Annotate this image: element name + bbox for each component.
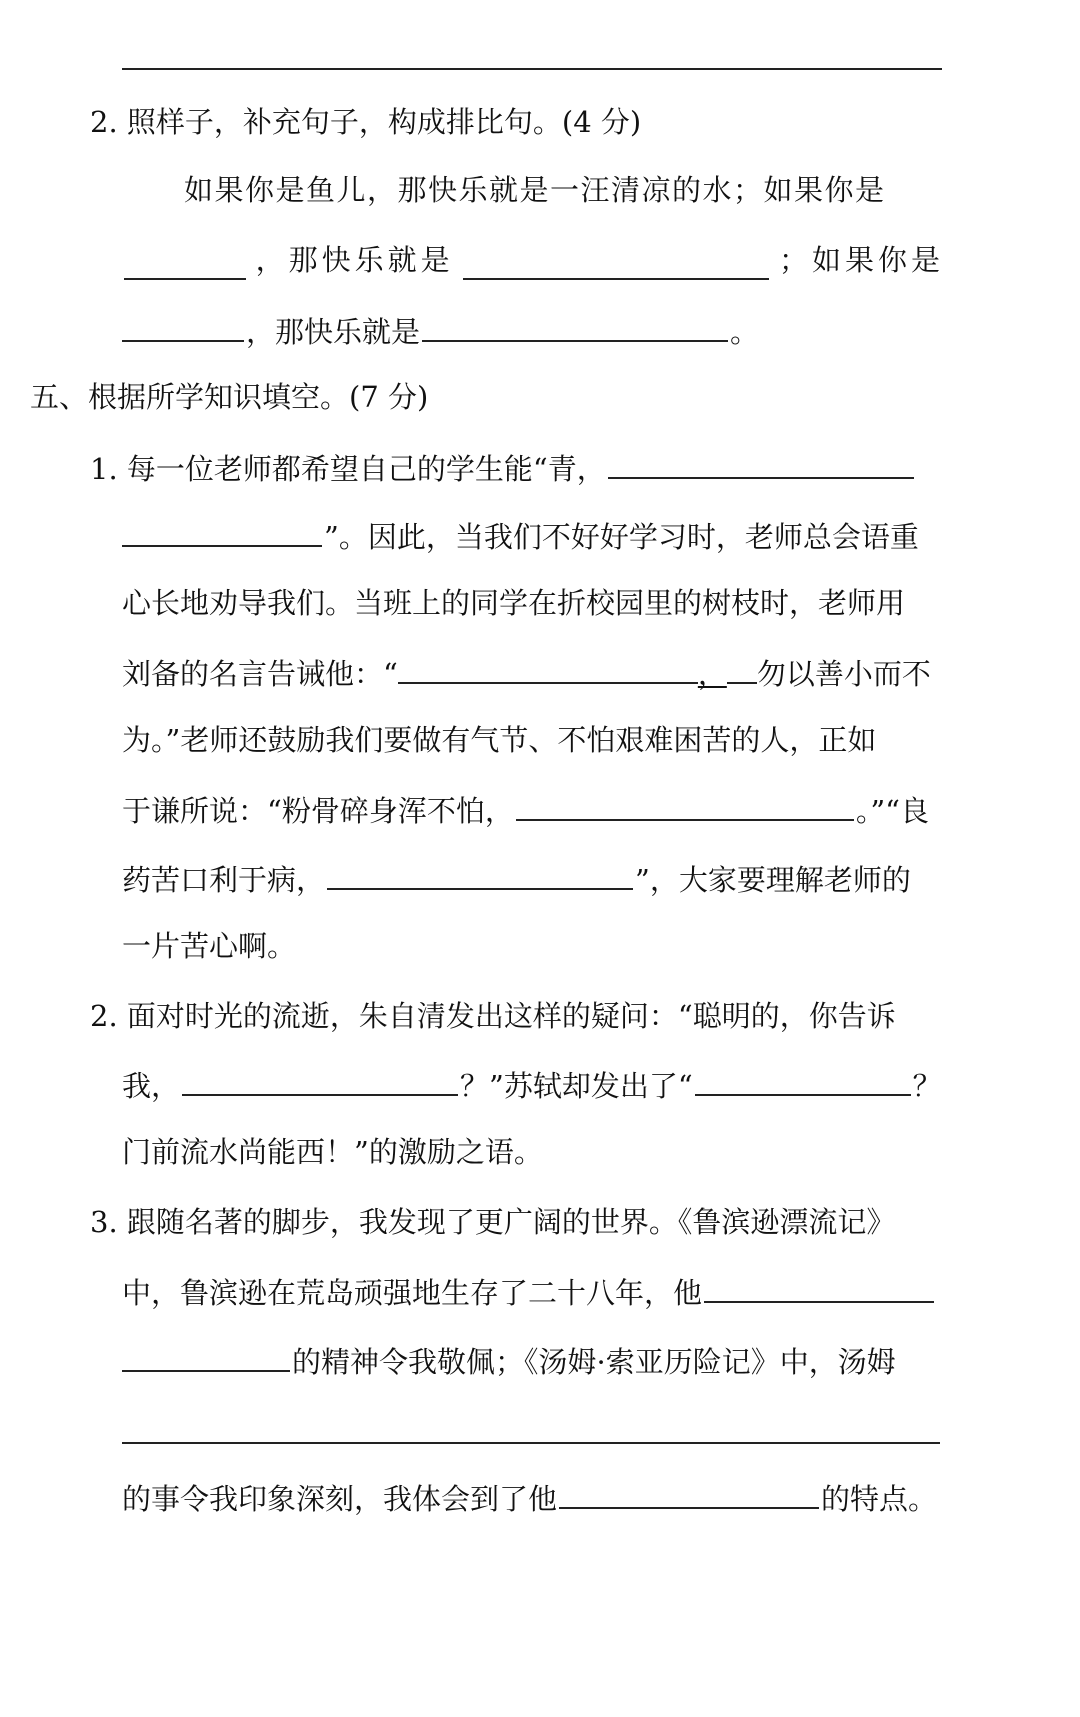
parallel-row-3: ，那快乐就是 。 bbox=[122, 310, 944, 350]
question-text: 照样子，补充句子，构成排比句。(4 分) bbox=[126, 105, 642, 139]
answer-line[interactable] bbox=[122, 1442, 940, 1444]
q1-line-6: 于谦所说：“粉骨碎身浑不怕， 。”“良 bbox=[122, 789, 944, 829]
answer-blank[interactable] bbox=[704, 1271, 934, 1303]
question-number: 2. bbox=[90, 105, 118, 139]
section-heading: 五、根据所学知识填空。(7 分) bbox=[30, 380, 429, 414]
answer-blank[interactable] bbox=[122, 310, 244, 342]
q1-line-1: 1. 每一位老师都希望自己的学生能“青， bbox=[90, 447, 944, 487]
answer-blank[interactable] bbox=[122, 1340, 290, 1372]
answer-blank[interactable] bbox=[695, 1064, 911, 1096]
q3-line-2: 中，鲁滨逊在荒岛顽强地生存了二十八年，他 bbox=[122, 1271, 944, 1311]
answer-blank[interactable] bbox=[327, 858, 633, 890]
q1-line-7: 药苦口利于病， ”，大家要理解老师的 bbox=[122, 858, 944, 898]
q1-line-5: 为。”老师还鼓励我们要做有气节、不怕艰难困苦的人，正如 bbox=[122, 723, 877, 757]
q1-line-4: 刘备的名言告诫他：“ ， 勿以善小而不 bbox=[122, 652, 944, 692]
answer-blank[interactable] bbox=[398, 652, 698, 684]
answer-blank[interactable] bbox=[608, 447, 914, 479]
answer-line[interactable] bbox=[122, 68, 942, 70]
q3-line-5: 的事令我印象深刻，我体会到了他 的特点。 bbox=[122, 1477, 944, 1517]
question-2-prompt bbox=[90, 102, 990, 142]
q3-line-1: 3. 跟随名著的脚步，我发现了更广阔的世界。《鲁滨逊漂流记》 bbox=[90, 1205, 896, 1239]
parallel-row-2: ，那快乐就是 ；如果你是 bbox=[122, 240, 944, 280]
answer-blank[interactable] bbox=[559, 1477, 819, 1509]
q2-line-2: 我， ？”苏轼却发出了“ ？ bbox=[122, 1064, 944, 1104]
q3-line-3: 的精神令我敬佩；《汤姆·索亚历险记》中，汤姆 bbox=[122, 1340, 944, 1380]
answer-blank[interactable] bbox=[124, 248, 246, 280]
answer-blank[interactable] bbox=[422, 310, 728, 342]
q2-line-3: 门前流水尚能西！”的激励之语。 bbox=[122, 1135, 543, 1169]
answer-blank[interactable] bbox=[516, 789, 854, 821]
answer-blank[interactable] bbox=[182, 1064, 458, 1096]
example-sentence: 如果你是鱼儿，那快乐就是一汪清凉的水；如果你是 bbox=[184, 173, 886, 207]
q1-line-3: 心长地劝导我们。当班上的同学在折校园里的树枝时，老师用 bbox=[122, 586, 906, 620]
q2-line-1: 2. 面对时光的流逝，朱自清发出这样的疑问：“聪明的，你告诉 bbox=[90, 999, 896, 1033]
q1-line-2: ”。因此，当我们不好好学习时，老师总会语重 bbox=[122, 515, 944, 555]
answer-blank[interactable] bbox=[727, 652, 757, 684]
answer-blank[interactable] bbox=[122, 515, 322, 547]
q1-line-8: 一片苦心啊。 bbox=[122, 929, 297, 963]
answer-blank[interactable] bbox=[463, 248, 769, 280]
